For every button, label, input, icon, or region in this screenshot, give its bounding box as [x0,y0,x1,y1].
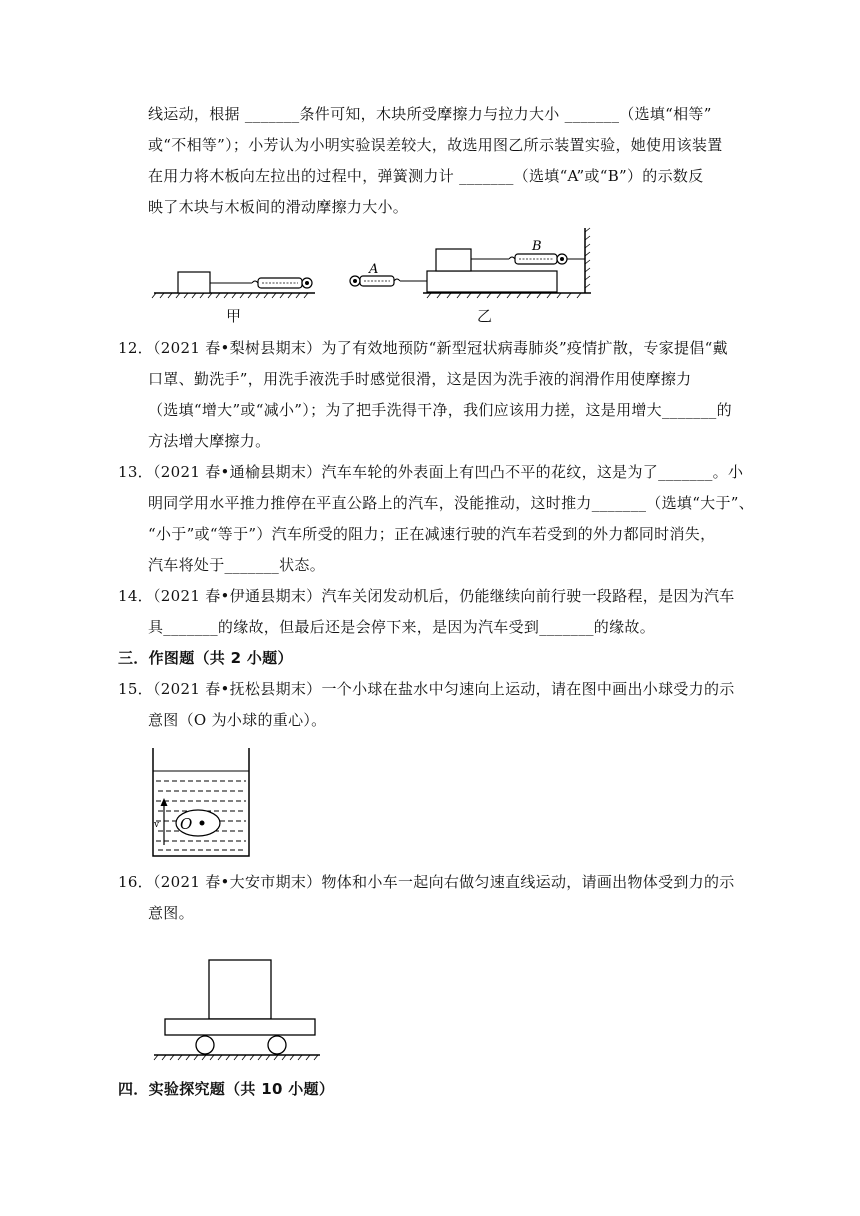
q16-line-1: 16．（2021 春•大安市期末）物体和小车一起向右做匀速直线运动，请画出物体受到力的示 [118,873,735,891]
q12-line-1: 12．（2021 春•梨树县期末）为了有效地预防“新型冠状病毒肺炎”疫情扩散，专家提倡“戴 [118,339,728,357]
q11-line-1: 线运动，根据 _______条件可知，木块所受摩擦力与拉力大小 _______（选填“相等” [148,105,712,123]
q11-line-2: 或“不相等”）；小芳认为小明实验误差较大，故选用图乙所示装置实验，她使用该装置 [148,136,723,154]
figure-jia [150,262,320,302]
q13-line-2: 明同学用水平推力推停在平直公路上的汽车，没能推动，这时推力_______（选填“大于”、 [148,494,755,512]
q11-line-3: 在用力将木板向左拉出的过程中，弹簧测力计 _______（选填“A”或“B”）的示数反 [148,167,704,185]
q16-line-2: 意图。 [148,904,194,922]
label-B: B [532,239,542,254]
figure-label-yi: 乙 [477,307,493,325]
section-3-heading: 三．作图题（共 2 小题） [118,649,293,667]
q14-line-1: 14．（2021 春•伊通县期末）汽车关闭发动机后，仍能继续向前行驶一段路程，是因为汽车 [118,587,735,605]
q12-line-3: （选填“增大”或“减小”）；为了把手洗得干净，我们应该用力搓，这是用增大_______的 [148,401,732,419]
q14-line-2: 具_______的缘故，但最后还是会停下来，是因为汽车受到_______的缘故。 [148,618,656,636]
label-A: A [369,262,379,277]
figure-label-jia: 甲 [226,307,242,325]
q13-line-4: 汽车将处于_______状态。 [148,556,326,574]
q15-line-2: 意图（O 为小球的重心）。 [148,711,327,729]
q12-line-2: 口罩、勤洗手”，用洗手液洗手时感觉很滑，这是因为洗手液的润滑作用使摩擦力 [148,370,692,388]
label-v: v [154,820,160,830]
figure-q16-cart [150,955,324,1067]
section-4-heading: 四．实验探究题（共 10 小题） [118,1080,335,1098]
figure-yi [345,226,615,302]
label-O: O [180,815,193,833]
q12-line-4: 方法增大摩擦力。 [148,432,271,450]
q15-line-1: 15．（2021 春•抚松县期末）一个小球在盐水中匀速向上运动，请在图中画出小球受力的示 [118,680,735,698]
q13-line-1: 13．（2021 春•通榆县期末）汽车车轮的外表面上有凹凸不平的花纹，这是为了_______。小 [118,463,744,481]
q11-line-4: 映了木块与木板间的滑动摩擦力大小。 [148,198,409,216]
figure-q15-beaker [150,745,254,859]
q13-line-3: “小于”或“等于”）汽车所受的阻力；正在减速行驶的汽车若受到的外力都同时消失， [148,525,716,543]
